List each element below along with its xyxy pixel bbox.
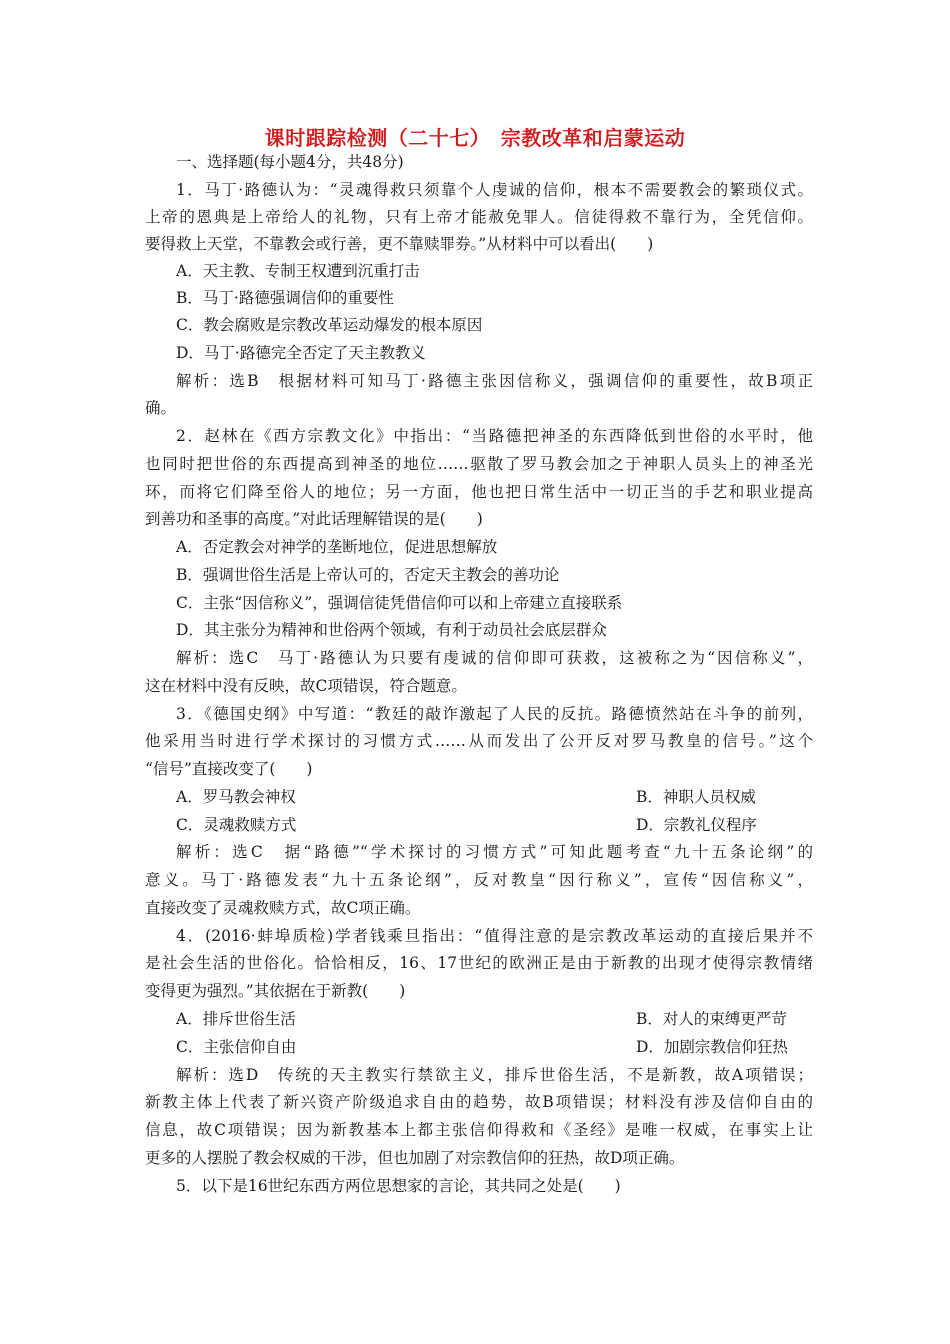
question-2-line-1: 2．赵林在《西方宗教文化》中指出：“当路德把神圣的东西降低到世俗的水平时，他 bbox=[176, 427, 813, 445]
question-4-option-row-1 bbox=[176, 1009, 813, 1029]
question-4-analysis-line-2: 新教主体上代表了新兴资产阶级追求自由的趋势，故B项错误；材料没有涉及信仰自由的 bbox=[145, 1093, 813, 1111]
question-2-option-a: A．否定教会对神学的垄断地位，促进思想解放 bbox=[176, 538, 498, 556]
question-1-option-c: C．教会腐败是宗教改革运动爆发的根本原因 bbox=[176, 316, 483, 334]
question-4-analysis-line-1: 解析：选D 传统的天主教实行禁欲主义，排斥世俗生活，不是新教，故A项错误； bbox=[176, 1066, 813, 1084]
question-3-line-2: 他采用当时进行学术探讨的习惯方式……从而发出了公开反对罗马教皇的信号。”这个 bbox=[145, 732, 813, 750]
question-1-line-3: 要得救上天堂，不靠教会或行善，更不靠赎罪券。”从材料中可以看出( ) bbox=[145, 235, 654, 253]
question-3-option-d: D．宗教礼仪程序 bbox=[636, 816, 757, 834]
question-2-option-d: D．其主张分为精神和世俗两个领域，有利于动员社会底层群众 bbox=[176, 621, 607, 639]
question-1-line-2: 上帝的恩典是上帝给人的礼物，只有上帝才能赦免罪人。信徒得救不靠行为，全凭信仰。 bbox=[145, 208, 813, 226]
question-1-option-b: B．马丁·路德强调信仰的重要性 bbox=[176, 289, 394, 307]
question-3-analysis-line-1: 解析：选C 据“路德”“学术探讨的习惯方式”可知此题考查“九十五条论纲”的 bbox=[176, 843, 813, 861]
question-2-option-c: C．主张“因信称义”，强调信徒凭借信仰可以和上帝建立直接联系 bbox=[176, 594, 623, 612]
question-4-line-3: 变得更为强烈。”其依据在于新教( ) bbox=[145, 982, 406, 1000]
question-1-analysis-line-2: 确。 bbox=[145, 399, 177, 417]
question-3-line-3: “信号”直接改变了( ) bbox=[145, 760, 313, 778]
question-3-analysis-line-2: 意义。马丁·路德发表“九十五条论纲”，反对教皇“因行称义”，宣传“因信称义”， bbox=[145, 871, 813, 889]
question-1-analysis-line-1: 解析：选B 根据材料可知马丁·路德主张因信称义，强调信仰的重要性，故B项正 bbox=[176, 372, 813, 390]
question-3-option-a: A．罗马教会神权 bbox=[176, 788, 296, 806]
question-2-analysis-line-2: 这在材料中没有反映，故C项错误，符合题意。 bbox=[145, 677, 467, 695]
question-1-line-1: 1．马丁·路德认为：“灵魂得救只须靠个人虔诚的信仰，根本不需要教会的繁琐仪式。 bbox=[176, 181, 813, 199]
question-2-line-3: 环，而将它们降至俗人的地位；另一方面，他也把日常生活中一切正当的手艺和职业提高 bbox=[145, 483, 813, 501]
question-3-option-row-1 bbox=[176, 787, 813, 807]
question-4-analysis-line-3: 信息，故C项错误；因为新教基本上都主张信仰得救和《圣经》是唯一权威，在事实上让 bbox=[145, 1121, 813, 1139]
question-1-option-d: D．马丁·路德完全否定了天主教教义 bbox=[176, 344, 426, 362]
question-4-option-d: D．加剧宗教信仰狂热 bbox=[636, 1038, 788, 1056]
question-4-analysis-line-4: 更多的人摆脱了教会权威的干涉，但也加剧了对宗教信仰的狂热，故D项正确。 bbox=[145, 1149, 685, 1167]
question-4-option-c: C．主张信仰自由 bbox=[176, 1038, 297, 1056]
question-2-option-b: B．强调世俗生活是上帝认可的，否定天主教会的善功论 bbox=[176, 566, 560, 584]
question-2-line-2: 也同时把世俗的东西提高到神圣的地位……驱散了罗马教会加之于神职人员头上的神圣光 bbox=[145, 455, 813, 473]
question-3-option-b: B．神职人员权威 bbox=[636, 788, 756, 806]
question-2-line-4: 到善功和圣事的高度。”对此话理解错误的是( ) bbox=[145, 510, 483, 528]
question-1-option-a: A．天主教、专制王权遭到沉重打击 bbox=[176, 262, 420, 280]
page-title: 课时跟踪检测（二十七） 宗教改革和启蒙运动 bbox=[264, 126, 686, 150]
question-2-analysis-line-1: 解析：选C 马丁·路德认为只要有虔诚的信仰即可获救，这被称之为“因信称义”， bbox=[176, 649, 813, 667]
question-4-option-a: A．排斥世俗生活 bbox=[176, 1010, 296, 1028]
question-3-line-1: 3．《德国史纲》中写道：“教廷的敲诈激起了人民的反抗。路德愤然站在斗争的前列， bbox=[176, 705, 813, 723]
question-5-line-1: 5．以下是16世纪东西方两位思想家的言论，其共同之处是( ) bbox=[176, 1177, 621, 1195]
question-3-option-c: C．灵魂救赎方式 bbox=[176, 816, 297, 834]
question-4-line-1: 4．(2016·蚌埠质检)学者钱乘旦指出：“值得注意的是宗教改革运动的直接后果并不 bbox=[176, 927, 813, 945]
question-3-option-row-2 bbox=[176, 815, 813, 835]
question-4-option-b: B．对人的束缚更严苛 bbox=[636, 1010, 787, 1028]
question-4-option-row-2 bbox=[176, 1037, 813, 1057]
question-4-line-2: 是社会生活的世俗化。恰恰相反，16、17世纪的欧洲正是由于新教的出现才使得宗教情绪 bbox=[145, 954, 813, 972]
question-3-analysis-line-3: 直接改变了灵魂救赎方式，故C项正确。 bbox=[145, 899, 421, 917]
section-heading: 一、选择题(每小题4分，共48分) bbox=[176, 153, 404, 171]
